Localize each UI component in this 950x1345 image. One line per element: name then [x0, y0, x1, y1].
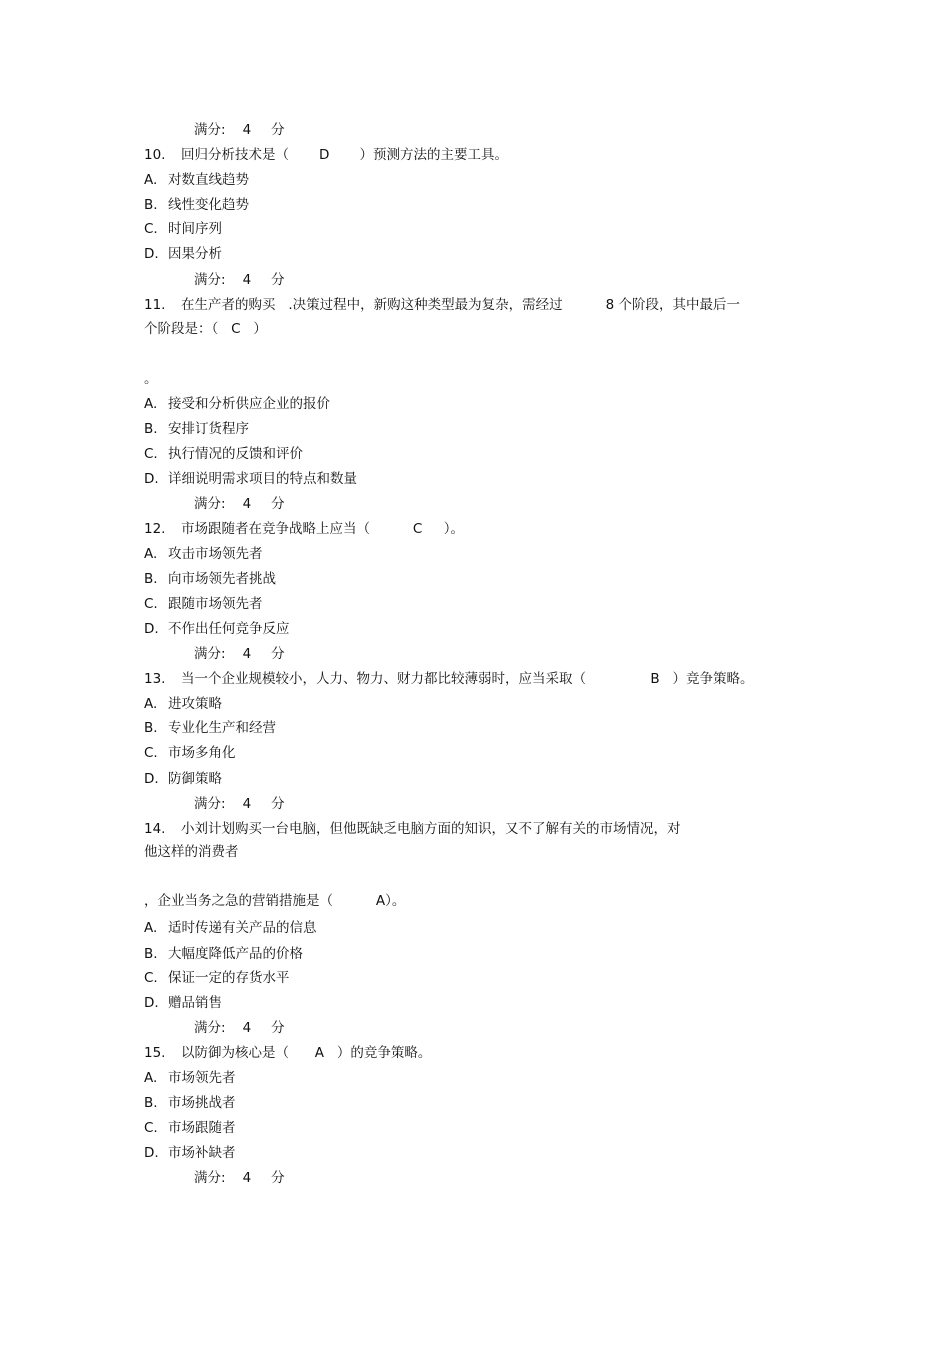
option — [144, 620, 290, 638]
option-letter: D. — [144, 1145, 159, 1161]
question-text: 在生产者的购买 .决策过程中，新购这种类型最为复杂，需经过 8 个阶段，其中最后一 — [181, 297, 740, 313]
option-text: 执行情况的反馈和评价 — [168, 446, 303, 462]
score-value: 4 — [242, 796, 252, 812]
score-value: 4 — [242, 646, 252, 662]
score-unit: 分 — [271, 646, 285, 662]
score-line — [194, 495, 285, 513]
option-letter: C. — [144, 446, 158, 462]
option-letter: B. — [144, 197, 158, 213]
question-13 — [144, 670, 754, 688]
option-letter: A. — [144, 172, 158, 188]
option-letter: C. — [144, 745, 158, 761]
option — [144, 969, 290, 987]
option-text: 跟随市场领先者 — [168, 596, 263, 612]
question-14 — [144, 820, 681, 838]
option-text: 保证一定的存货水平 — [168, 970, 290, 986]
score-line — [194, 1019, 285, 1037]
option-text: 详细说明需求项目的特点和数量 — [168, 471, 357, 487]
option-letter: D. — [144, 771, 159, 787]
option — [144, 196, 249, 214]
question-number: 11. — [144, 297, 166, 313]
option-letter: C. — [144, 596, 158, 612]
option-text: 攻击市场领先者 — [168, 546, 263, 562]
question-text: 小刘计划购买一台电脑，但他既缺乏电脑方面的知识，又不了解有关的市场情况，对 — [181, 821, 681, 837]
option — [144, 945, 303, 963]
question-number: 12. — [144, 521, 166, 537]
option-text: 安排订货程序 — [168, 421, 249, 437]
option-text: 进攻策略 — [168, 696, 222, 712]
question-number: 15. — [144, 1045, 166, 1061]
score-unit: 分 — [271, 272, 285, 288]
option-letter: B. — [144, 1095, 158, 1111]
question-text-continued: 他这样的消费者 — [144, 844, 239, 860]
question-text-continued: 个阶段是：（ C ） — [144, 321, 267, 337]
score-value: 4 — [242, 122, 252, 138]
score-unit: 分 — [271, 1170, 285, 1186]
score-value: 4 — [242, 272, 252, 288]
score-unit: 分 — [271, 496, 285, 512]
option-text: 时间序列 — [168, 221, 222, 237]
option — [144, 1119, 236, 1137]
score-label: 满分: — [194, 272, 226, 288]
option — [144, 171, 249, 189]
option-letter: B. — [144, 720, 158, 736]
question-12 — [144, 520, 464, 538]
score-line — [194, 795, 285, 813]
score-line — [194, 645, 285, 663]
question-15 — [144, 1044, 431, 1062]
question-11 — [144, 296, 740, 314]
score-value: 4 — [242, 1170, 252, 1186]
option-letter: A. — [144, 1070, 158, 1086]
score-label: 满分: — [194, 646, 226, 662]
option — [144, 1094, 236, 1112]
score-unit: 分 — [271, 796, 285, 812]
question-number: 14. — [144, 821, 166, 837]
option — [144, 1144, 236, 1162]
option — [144, 695, 222, 713]
option — [144, 545, 263, 563]
option-text: 市场跟随者 — [168, 1120, 236, 1136]
question-number: 13. — [144, 671, 166, 687]
score-line — [194, 121, 285, 139]
option — [144, 395, 330, 413]
option-text: 防御策略 — [168, 771, 222, 787]
option — [144, 744, 236, 762]
option — [144, 470, 357, 488]
option-letter: D. — [144, 246, 159, 262]
option-text: 适时传递有关产品的信息 — [168, 920, 317, 936]
option — [144, 719, 276, 737]
score-unit: 分 — [271, 1020, 285, 1036]
option — [144, 570, 276, 588]
question-text: 以防御为核心是（ A ）的竞争策略。 — [181, 1045, 432, 1061]
option — [144, 595, 263, 613]
option-text: 接受和分析供应企业的报价 — [168, 396, 330, 412]
option-letter: D. — [144, 471, 159, 487]
option-letter: C. — [144, 970, 158, 986]
option-letter: B. — [144, 571, 158, 587]
option-letter: A. — [144, 546, 158, 562]
option-letter: A. — [144, 396, 158, 412]
score-line — [194, 1169, 285, 1187]
option — [144, 1069, 236, 1087]
score-label: 满分: — [194, 496, 226, 512]
score-label: 满分: — [194, 1170, 226, 1186]
option-letter: A. — [144, 920, 158, 936]
option-text: 不作出任何竞争反应 — [168, 621, 290, 637]
option-text: 专业化生产和经营 — [168, 720, 276, 736]
score-label: 满分: — [194, 796, 226, 812]
option-text: 市场补缺者 — [168, 1145, 236, 1161]
question-text: 市场跟随者在竞争战略上应当（ C ）。 — [181, 521, 465, 537]
option — [144, 445, 303, 463]
score-unit: 分 — [271, 122, 285, 138]
option-text: 市场领先者 — [168, 1070, 236, 1086]
option-text: 对数直线趋势 — [168, 172, 249, 188]
option — [144, 994, 222, 1012]
option-text: 线性变化趋势 — [168, 197, 249, 213]
option-letter: D. — [144, 995, 159, 1011]
option-text: 因果分析 — [168, 246, 222, 262]
question-number: 10. — [144, 147, 166, 163]
option-text: 向市场领先者挑战 — [168, 571, 276, 587]
score-value: 4 — [242, 1020, 252, 1036]
option-letter: B. — [144, 421, 158, 437]
option-text: 赠品销售 — [168, 995, 222, 1011]
score-label: 满分: — [194, 122, 226, 138]
question-text: 回归分析技术是（ D ）预测方法的主要工具。 — [181, 147, 508, 163]
question-text: 当一个企业规模较小，人力、物力、财力都比较薄弱时，应当采取（ B ）竞争策略。 — [181, 671, 754, 687]
question-text-continued: ，企业当务之急的营销措施是（ A）。 — [144, 893, 406, 909]
score-value: 4 — [242, 496, 252, 512]
score-line — [194, 271, 285, 289]
option-letter: D. — [144, 621, 159, 637]
option — [144, 220, 222, 238]
option-text: 市场挑战者 — [168, 1095, 236, 1111]
score-label: 满分: — [194, 1020, 226, 1036]
option — [144, 245, 222, 263]
option — [144, 770, 222, 788]
question-10 — [144, 146, 508, 164]
option-text: 大幅度降低产品的价格 — [168, 946, 303, 962]
option-letter: C. — [144, 1120, 158, 1136]
option-letter: A. — [144, 696, 158, 712]
question-text-continued: 。 — [144, 371, 158, 387]
option-text: 市场多角化 — [168, 745, 236, 761]
option — [144, 420, 249, 438]
option-letter: C. — [144, 221, 158, 237]
option-letter: B. — [144, 946, 158, 962]
option — [144, 919, 317, 937]
